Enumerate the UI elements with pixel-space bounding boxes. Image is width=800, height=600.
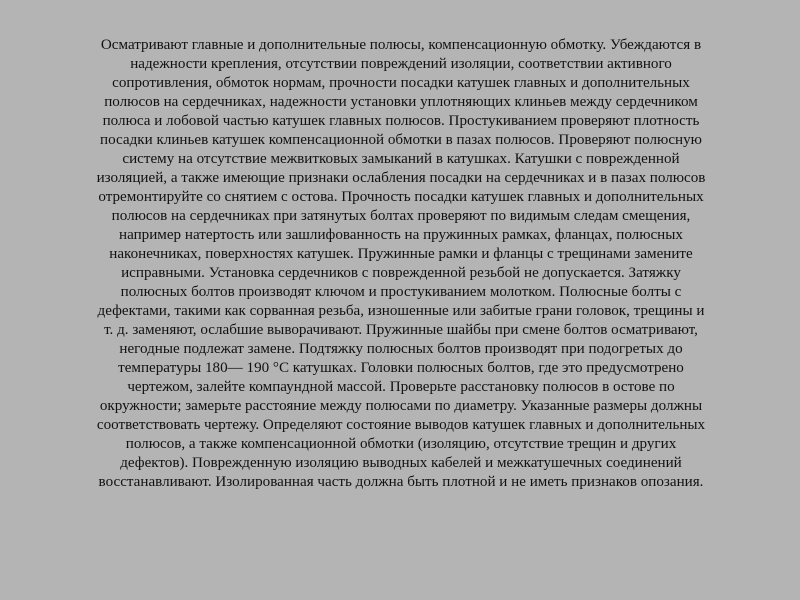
text-line: чертежом, залейте компаундной массой. Проверьте расстановку полюсов в остове по — [127, 379, 675, 395]
text-line: температуры 180— 190 °С катушках. Головки полюсных болтов, где это предусмотрено — [118, 360, 684, 376]
text-line: т. д. заменяют, ослабшие выворачивают. Пружинные шайбы при смене болтов осматривают, — [104, 322, 698, 338]
text-line: исправными. Установка сердечников с поврежденной резьбой не допускается. Затяжку — [121, 265, 681, 281]
text-line: наконечниках, поверхностях катушек. Пружинные рамки и фланцы с трещинами замените — [109, 246, 693, 262]
body-text — [40, 36, 762, 492]
text-line: например натертость или зашлифованность на пружинных рамках, фланцах, полюсных — [119, 227, 683, 243]
text-line: полюсов, а также компенсационной обмотки (изоляцию, отсутствие трещин и других — [125, 436, 677, 452]
text-line: полюсов на сердечниках, надежности установки уплотняющих клиньев между сердечником — [104, 94, 698, 110]
text-line: полюсов на сердечниках при затянутых болтах проверяют по видимым следам смещения, — [111, 208, 691, 224]
text-line: полюсных болтов производят ключом и простукиванием молотком. Полюсные болты с — [120, 284, 682, 300]
text-line: негодные подлежат замене. Подтяжку полюсных болтов производят при подогретых до — [119, 341, 683, 357]
text-line: полюса и лобовой частью катушек главных полюсов. Простукиванием проверяют плотность — [102, 113, 700, 129]
text-line: надежности крепления, отсутствии повреждений изоляции, соответствии активного — [130, 56, 672, 72]
text-line: сопротивления, обмоток нормам, прочности посадки катушек главных и дополнительных — [112, 75, 690, 91]
text-line: дефектов). Поврежденную изоляцию выводных кабелей и межкатушечных соединений — [120, 455, 682, 471]
text-line: соответствовать чертежу. Определяют состояние выводов катушек главных и дополнительных — [96, 417, 706, 433]
text-line: дефектами, такими как сорванная резьба, изношенные или забитые грани головок, трещины и — [97, 303, 705, 319]
text-line: изоляцией, а также имеющие признаки ослабления посадки на сердечниках и в пазах полюсов — [96, 170, 706, 186]
text-line: восстанавливают. Изолированная часть должна быть плотной и не иметь признаков опозания. — [98, 474, 704, 490]
text-line: систему на отсутствие межвитковых замыканий в катушках. Катушки с поврежденной — [122, 151, 680, 167]
text-line: окружности; замерьте расстояние между полюсами по диаметру. Указанные размеры должны — [99, 398, 703, 414]
text-line: посадки клиньев катушек компенсационной обмотки в пазах полюсов. Проверяют полюсную — [100, 132, 702, 148]
text-line: Осматривают главные и дополнительные полюсы, компенсационную обмотку. Убеждаются в — [100, 37, 702, 53]
text-line: отремонтируйте со снятием с остова. Прочность посадки катушек главных и дополнительных — [98, 189, 704, 205]
